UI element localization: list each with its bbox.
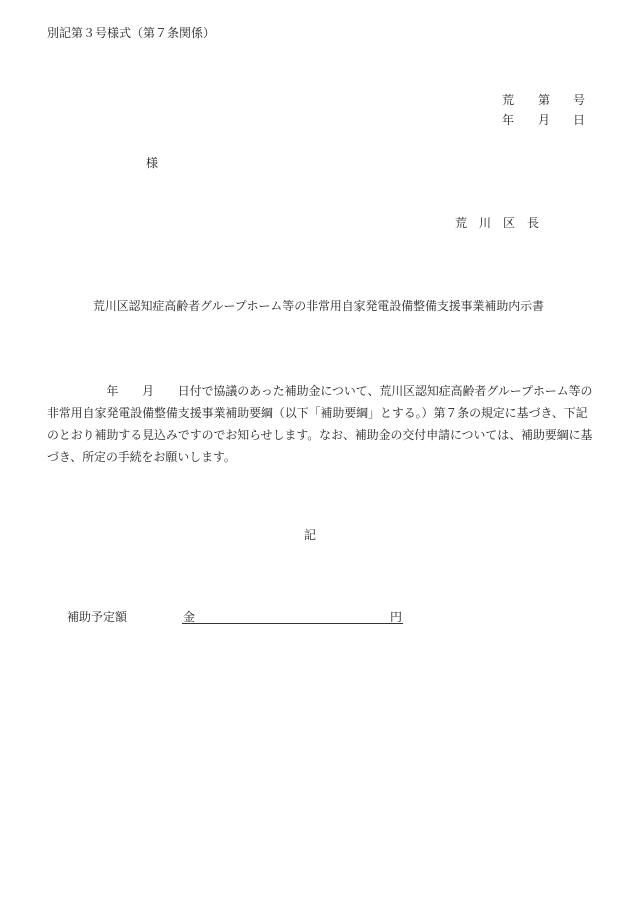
doc-number-part: 荒 (502, 93, 515, 107)
sender: 荒 川 区 長 (455, 216, 540, 230)
amount-label: 補助予定額 (67, 610, 128, 624)
date-part: 年 (502, 113, 515, 127)
amount-prefix: 金 (183, 610, 196, 624)
doc-number-part: 号 (573, 93, 586, 107)
note-heading: 記 (304, 528, 317, 542)
date-part: 日 (573, 113, 586, 127)
amount-suffix: 円 (390, 610, 403, 624)
doc-number-part: 第 (538, 93, 551, 107)
form-label: 別記第３号様式（第７条関係） (47, 26, 216, 40)
addressee: 様 (146, 156, 159, 170)
amount-underline (182, 623, 403, 624)
body-line: づき、所定の手続をお願いします。 (47, 450, 236, 464)
document-title: 荒川区認知症高齢者グループホーム等の非常用自家発電設備整備支援事業補助内示書 (93, 299, 544, 313)
body-line: 年 月 日付で協議のあった補助金について、荒川区認知症高齢者グループホーム等の (47, 384, 593, 398)
body-line: のとおり補助する見込みですのでお知らせします。なお、補助金の交付申請については、補助要綱に基 (47, 428, 593, 442)
date-part: 月 (538, 113, 551, 127)
body-line: 非常用自家発電設備整備支援事業補助要綱（以下「補助要綱」とする。）第７条の規定に基づき、下記 (47, 406, 588, 420)
body-paragraph (47, 380, 593, 468)
